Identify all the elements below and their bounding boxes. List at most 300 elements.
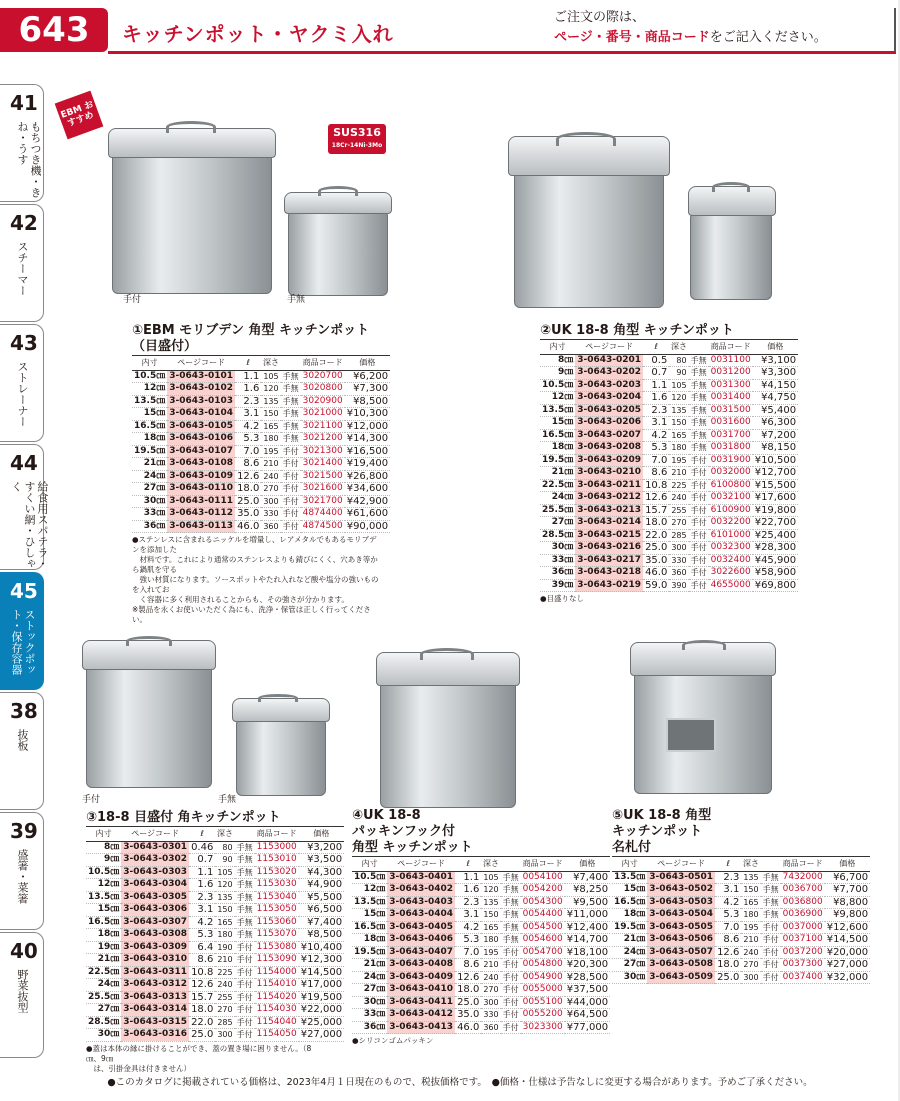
table-cell: 手無 bbox=[690, 430, 707, 440]
table-cell: 8.6 bbox=[189, 954, 215, 967]
table-cell: 12㎝ bbox=[352, 884, 387, 897]
table-row bbox=[86, 929, 344, 942]
table-cell: ¥44,000 bbox=[566, 996, 609, 1008]
table-cell: 3-0643-0403 bbox=[389, 896, 454, 907]
table-row bbox=[540, 404, 798, 417]
table-cell: 3-0643-0306 bbox=[123, 904, 188, 914]
table-cell: 9㎝ bbox=[540, 367, 575, 380]
table-cell: 3-0643-0303 bbox=[123, 866, 188, 877]
table-cell: 19㎝ bbox=[86, 941, 121, 954]
table-cell: 1.1 bbox=[189, 866, 215, 879]
table-cell: ¥12,600 bbox=[826, 921, 869, 933]
table-cell: 300 bbox=[483, 997, 499, 1007]
page-number: 643 bbox=[0, 8, 108, 52]
table-cell: 3-0643-0410 bbox=[389, 984, 454, 994]
table-cell: 255 bbox=[217, 992, 233, 1002]
column-header: 内寸 bbox=[612, 857, 647, 872]
table-cell: 12.6 bbox=[457, 971, 480, 983]
table-cell: 手付 bbox=[690, 493, 707, 502]
table-cell: 18.0 bbox=[237, 483, 260, 494]
column-header bbox=[689, 340, 709, 355]
tab-43[interactable] bbox=[0, 324, 44, 442]
table-cell: 3-0643-0209 bbox=[577, 454, 642, 465]
table-cell: 10.5㎝ bbox=[542, 379, 574, 390]
table-cell: 0036900 bbox=[782, 909, 823, 919]
table-cell: 46.0 bbox=[457, 1021, 480, 1033]
table-cell: 3-0643-0217 bbox=[577, 554, 642, 565]
table-cell: 190 bbox=[217, 942, 233, 952]
table-cell: 165 bbox=[671, 430, 687, 440]
column-header: 内寸 bbox=[352, 857, 387, 872]
column-header: 深さ bbox=[741, 857, 760, 872]
table-cell: 7.0 bbox=[455, 946, 481, 959]
table-cell: 300 bbox=[217, 1030, 233, 1039]
section-3-title: ③18-8 目盛付 角キッチンポット bbox=[86, 810, 281, 825]
table-cell: 3-0643-0504 bbox=[649, 909, 714, 919]
table-cell: 3020800 bbox=[302, 383, 343, 393]
table-cell: 7.0 bbox=[235, 445, 261, 458]
sus-label: SUS316 bbox=[333, 126, 381, 139]
table-cell: 1153090 bbox=[256, 954, 297, 964]
table-cell: 3-0643-0210 bbox=[577, 467, 642, 477]
table-cell: ¥10,500 bbox=[754, 454, 797, 466]
table-cell: 5.3 bbox=[643, 442, 669, 455]
table-cell: 300 bbox=[743, 972, 759, 982]
table-cell: 7.0 bbox=[643, 454, 669, 467]
table-cell: 30㎝ bbox=[86, 1029, 121, 1042]
table-cell: 18㎝ bbox=[612, 909, 647, 922]
table-row bbox=[86, 1016, 344, 1029]
table-cell: ¥18,100 bbox=[566, 946, 609, 958]
tab-label: 盛箸・菜箸 bbox=[16, 849, 29, 904]
table-cell: 59.0 bbox=[645, 579, 668, 591]
table-cell: 0054100 bbox=[522, 871, 563, 882]
table-cell: 21㎝ bbox=[612, 934, 647, 947]
column-header: 商品コード bbox=[781, 857, 825, 872]
table-cell: 270 bbox=[671, 518, 687, 527]
table-cell: ¥4,750 bbox=[753, 392, 798, 405]
tab-number: 44 bbox=[10, 451, 38, 475]
table-row bbox=[132, 520, 390, 533]
table-cell: ¥77,000 bbox=[566, 1021, 609, 1033]
table-row bbox=[352, 946, 610, 959]
order-notice bbox=[546, 8, 896, 52]
section-4 bbox=[352, 808, 609, 1046]
table-cell: 12.6 bbox=[237, 470, 260, 482]
table-row bbox=[132, 458, 390, 471]
column-header: ページコード bbox=[167, 356, 235, 371]
column-header: 価格 bbox=[299, 827, 344, 842]
table-cell: 135 bbox=[671, 405, 687, 415]
table-cell: 240 bbox=[263, 471, 279, 481]
sus316-badge bbox=[328, 124, 386, 154]
table-cell: 3-0643-0218 bbox=[577, 567, 642, 577]
tab-44[interactable] bbox=[0, 444, 49, 570]
table-cell: 手付 bbox=[236, 980, 253, 989]
tab-label: スチーマー bbox=[16, 241, 29, 296]
table-cell: 25.0 bbox=[191, 1029, 214, 1040]
table-cell: 22.0 bbox=[191, 1016, 214, 1028]
table-cell: 210 bbox=[263, 459, 279, 468]
table-row bbox=[540, 467, 798, 480]
section-2-note: ●目盛りなし bbox=[540, 594, 585, 603]
table-cell: 手付 bbox=[690, 580, 707, 590]
table-cell: 手無 bbox=[282, 371, 299, 381]
section-4-title: ④UK 18-8 パッキンフック付 角型 キッチンポット bbox=[352, 808, 473, 855]
tab-number: 40 bbox=[10, 939, 38, 963]
table-row bbox=[540, 417, 798, 430]
table-cell: 3-0643-0505 bbox=[649, 921, 714, 932]
table-cell: 手付 bbox=[282, 521, 299, 531]
column-header: ℓ bbox=[455, 857, 481, 872]
table-cell: 90 bbox=[669, 367, 688, 380]
name-tag-holder bbox=[666, 718, 716, 752]
table-cell: ¥14,700 bbox=[566, 934, 609, 945]
table-cell: 30㎝ bbox=[352, 996, 387, 1009]
column-header: 内寸 bbox=[86, 827, 121, 842]
table-row bbox=[86, 841, 344, 854]
table-row bbox=[612, 959, 870, 972]
table-cell: 150 bbox=[263, 409, 279, 418]
table-cell: 0036800 bbox=[782, 896, 823, 907]
section-5-title: ⑤UK 18-8 角型 キッチンポット 名札付 bbox=[612, 808, 712, 855]
tab-41[interactable] bbox=[0, 84, 44, 202]
table-cell: 手無 bbox=[690, 380, 707, 390]
tab-39[interactable] bbox=[0, 812, 44, 930]
table-row bbox=[352, 996, 610, 1009]
table-5 bbox=[612, 856, 870, 984]
table-cell: 0031100 bbox=[710, 354, 751, 365]
table-row bbox=[540, 354, 798, 367]
table-cell: 手付 bbox=[502, 1022, 519, 1032]
table-row bbox=[352, 871, 610, 884]
table-cell: 3.1 bbox=[189, 904, 215, 917]
table-cell: 3-0643-0206 bbox=[577, 417, 642, 427]
table-cell: 6.4 bbox=[189, 941, 215, 954]
tab-number: 45 bbox=[10, 579, 38, 603]
table-row bbox=[540, 542, 798, 555]
table-cell: 180 bbox=[483, 935, 499, 944]
table-cell: 15㎝ bbox=[352, 909, 387, 922]
table-cell: 300 bbox=[671, 543, 687, 552]
table-cell: 手無 bbox=[236, 917, 253, 927]
table-cell: 12㎝ bbox=[86, 879, 121, 892]
table-cell: 165 bbox=[263, 421, 279, 431]
table-cell: ¥45,900 bbox=[754, 554, 797, 566]
column-header: ℓ bbox=[643, 340, 669, 355]
table-cell: 8㎝ bbox=[540, 354, 575, 367]
table-cell: 1154040 bbox=[256, 1016, 297, 1027]
table-cell: 手無 bbox=[236, 880, 253, 889]
table-4 bbox=[352, 856, 610, 1034]
table-cell: 0037000 bbox=[782, 921, 823, 932]
table-cell: 0054600 bbox=[522, 934, 563, 944]
section-2 bbox=[540, 323, 797, 604]
table-cell: ¥7,300 bbox=[345, 383, 390, 396]
table-cell: 1154050 bbox=[256, 1029, 297, 1039]
column-header: ページコード bbox=[575, 340, 643, 355]
table-cell: 1.6 bbox=[455, 884, 481, 897]
column-header: ページコード bbox=[121, 827, 189, 842]
table-cell: 3-0643-0311 bbox=[123, 966, 188, 977]
table-cell: 21㎝ bbox=[540, 467, 575, 480]
table-cell: 3-0643-0509 bbox=[649, 971, 714, 982]
table-cell: ¥8,500 bbox=[345, 395, 390, 408]
table-row bbox=[132, 495, 390, 508]
table-cell: 3-0643-0101 bbox=[169, 370, 234, 381]
table-cell: 240 bbox=[743, 947, 759, 957]
table-cell: 手付 bbox=[690, 455, 707, 465]
table-cell: ¥17,600 bbox=[754, 492, 797, 503]
table-cell: 3-0643-0404 bbox=[389, 909, 454, 919]
table-cell: 3-0643-0207 bbox=[577, 429, 642, 440]
table-cell: 3-0643-0108 bbox=[169, 458, 234, 468]
table-cell: 0037100 bbox=[782, 934, 823, 944]
table-cell: 3-0643-0215 bbox=[577, 529, 642, 540]
table-cell: 手付 bbox=[502, 1010, 519, 1019]
table-cell: 33㎝ bbox=[352, 1009, 387, 1022]
table-header-row bbox=[132, 356, 390, 371]
table-cell: 手無 bbox=[690, 368, 707, 377]
table-cell: 0.7 bbox=[189, 854, 215, 867]
table-cell: 0055200 bbox=[522, 1009, 563, 1019]
section-1-title: ①EBM モリブデン 角型 キッチンポット （目盛付） bbox=[132, 323, 370, 354]
table-cell: 0054900 bbox=[522, 971, 563, 982]
table-cell: 12.6 bbox=[717, 946, 740, 958]
table-cell: 3.1 bbox=[235, 408, 261, 421]
table-cell: 0032200 bbox=[710, 517, 751, 527]
table-cell: 手付 bbox=[282, 459, 299, 468]
table-cell: ¥8,250 bbox=[565, 884, 610, 897]
table-cell: 手無 bbox=[502, 872, 519, 882]
table-row bbox=[540, 529, 798, 542]
table-row bbox=[132, 370, 390, 383]
table-cell: ¥6,300 bbox=[753, 417, 798, 430]
table-cell: 3-0643-0411 bbox=[389, 996, 454, 1007]
table-cell: 0054800 bbox=[522, 959, 563, 969]
table-cell: 24㎝ bbox=[86, 979, 121, 992]
table-cell: ¥15,500 bbox=[754, 479, 797, 491]
table-cell: 27㎝ bbox=[86, 1004, 121, 1017]
table-row bbox=[86, 904, 344, 917]
table-cell: 210 bbox=[217, 955, 233, 964]
table-cell: 330 bbox=[483, 1010, 499, 1019]
table-cell: 3021200 bbox=[302, 433, 343, 443]
tab-40[interactable] bbox=[0, 932, 44, 1058]
table-cell: 150 bbox=[217, 905, 233, 914]
table-cell: 4.2 bbox=[235, 420, 261, 433]
table-cell: 90 bbox=[215, 854, 234, 867]
table-cell: 手付 bbox=[236, 942, 253, 952]
table-cell: 手付 bbox=[502, 947, 519, 957]
table-cell: 0037200 bbox=[782, 946, 823, 957]
table-cell: 36㎝ bbox=[352, 1021, 387, 1034]
image-label-nohandle: 手無 bbox=[287, 295, 306, 305]
table-cell: 3-0643-0301 bbox=[123, 841, 188, 852]
table-cell: 3-0643-0412 bbox=[389, 1009, 454, 1019]
table-cell: 28.5㎝ bbox=[88, 1016, 120, 1027]
table-cell: 手付 bbox=[282, 471, 299, 481]
table-row bbox=[612, 871, 870, 884]
table-cell: 0054500 bbox=[522, 921, 563, 932]
table-cell: 18.0 bbox=[645, 517, 668, 528]
image-label-nohandle-3: 手無 bbox=[218, 795, 237, 805]
table-cell: 0055000 bbox=[522, 984, 563, 994]
table-cell: 3020900 bbox=[302, 395, 343, 406]
table-cell: 16.5㎝ bbox=[88, 916, 120, 927]
table-cell: 0032300 bbox=[710, 542, 751, 552]
table-cell: 210 bbox=[743, 935, 759, 944]
table-row bbox=[352, 896, 610, 909]
table-cell: ¥11,000 bbox=[566, 909, 609, 920]
table-cell: 285 bbox=[671, 530, 687, 540]
table-cell: 0054200 bbox=[522, 884, 563, 894]
notice-red: ページ・番号・商品コード bbox=[554, 30, 710, 45]
table-row bbox=[612, 921, 870, 934]
table-cell: 35.0 bbox=[457, 1009, 480, 1020]
table-row bbox=[86, 966, 344, 979]
table-cell: 240 bbox=[671, 493, 687, 502]
column-header: ページコード bbox=[387, 857, 455, 872]
table-cell: 0032400 bbox=[710, 554, 751, 565]
column-header: 内寸 bbox=[540, 340, 575, 355]
table-row bbox=[132, 383, 390, 396]
table-cell: 手付 bbox=[762, 947, 779, 957]
table-cell: 240 bbox=[217, 980, 233, 989]
table-cell: 10.5㎝ bbox=[88, 866, 120, 877]
notice-text-2: をご記入ください。 bbox=[709, 30, 827, 45]
table-cell: 255 bbox=[671, 505, 687, 515]
table-cell: ¥34,600 bbox=[346, 483, 389, 494]
table-cell: 3023300 bbox=[522, 1021, 563, 1032]
column-header: 内寸 bbox=[132, 356, 167, 371]
tab-label: もちつき機・きね・うす bbox=[16, 121, 42, 198]
table-cell: 24㎝ bbox=[612, 946, 647, 959]
table-row bbox=[352, 934, 610, 947]
table-cell: 22.5㎝ bbox=[88, 966, 120, 977]
tab-number: 42 bbox=[10, 211, 38, 235]
table-cell: 105 bbox=[217, 867, 233, 877]
table-cell: 225 bbox=[217, 967, 233, 977]
table-cell: 手無 bbox=[762, 897, 779, 907]
table-cell: 3-0643-0401 bbox=[389, 871, 454, 882]
table-cell: 35.0 bbox=[237, 508, 260, 519]
table-row bbox=[86, 891, 344, 904]
table-cell: 手無 bbox=[282, 409, 299, 418]
table-cell: 21㎝ bbox=[132, 458, 167, 471]
table-cell: 2.3 bbox=[643, 404, 669, 417]
table-row bbox=[86, 954, 344, 967]
tab-label: ストレーナー bbox=[16, 361, 29, 427]
table-cell: 270 bbox=[263, 484, 279, 493]
table-cell: 46.0 bbox=[645, 567, 668, 578]
table-cell: ¥22,700 bbox=[754, 517, 797, 528]
table-row bbox=[86, 979, 344, 992]
table-cell: 12.6 bbox=[191, 979, 214, 990]
table-cell: 手付 bbox=[282, 446, 299, 456]
table-cell: ¥7,400 bbox=[565, 871, 610, 884]
table-cell: 3-0643-0309 bbox=[123, 941, 188, 952]
table-cell: ¥12,300 bbox=[300, 954, 343, 965]
table-row bbox=[352, 1009, 610, 1022]
table-cell: 手付 bbox=[762, 935, 779, 944]
table-row bbox=[132, 420, 390, 433]
table-cell: 3-0643-0313 bbox=[123, 991, 188, 1002]
table-cell: 1154000 bbox=[256, 966, 297, 977]
table-row bbox=[132, 408, 390, 421]
table-cell: 0054400 bbox=[522, 909, 563, 919]
table-cell: 3-0643-0502 bbox=[649, 884, 714, 894]
table-cell: ¥25,000 bbox=[300, 1016, 343, 1028]
tab-45[interactable] bbox=[0, 572, 44, 690]
table-cell: 3021300 bbox=[302, 445, 343, 456]
table-cell: 手無 bbox=[502, 922, 519, 932]
table-cell: 3-0643-0208 bbox=[577, 442, 642, 452]
table-cell: 3022600 bbox=[710, 567, 751, 577]
table-row bbox=[132, 445, 390, 458]
table-cell: 1153050 bbox=[256, 904, 297, 914]
table-cell: 3020700 bbox=[302, 370, 343, 381]
table-cell: 36㎝ bbox=[540, 567, 575, 580]
table-cell: 手無 bbox=[236, 867, 253, 877]
table-row bbox=[132, 433, 390, 446]
table-cell: 15㎝ bbox=[86, 904, 121, 917]
table-cell: 0037300 bbox=[782, 959, 823, 969]
tab-label: 野菜抜型 bbox=[16, 969, 29, 1013]
table-cell: ¥7,200 bbox=[753, 429, 798, 442]
table-cell: ¥14,500 bbox=[300, 966, 343, 978]
table-cell: ¥3,200 bbox=[299, 841, 344, 854]
column-header bbox=[761, 857, 781, 872]
table-cell: 3-0643-0109 bbox=[169, 470, 234, 481]
table-cell: 270 bbox=[483, 985, 499, 994]
table-cell: 手付 bbox=[502, 985, 519, 994]
table-row bbox=[540, 554, 798, 567]
table-cell: 3-0643-0408 bbox=[389, 959, 454, 969]
table-cell: 手付 bbox=[502, 972, 519, 982]
table-cell: 3-0643-0308 bbox=[123, 929, 188, 939]
table-cell: 3.1 bbox=[455, 909, 481, 922]
table-cell: 30㎝ bbox=[132, 495, 167, 508]
table-cell: ¥12,400 bbox=[566, 921, 609, 933]
table-cell: 4.2 bbox=[715, 896, 741, 909]
table-row bbox=[132, 508, 390, 521]
column-header bbox=[501, 857, 521, 872]
table-cell: 5.3 bbox=[715, 909, 741, 922]
table-cell: ¥19,500 bbox=[300, 991, 343, 1003]
table-cell: 12㎝ bbox=[132, 383, 167, 396]
table-cell: 35.0 bbox=[645, 554, 668, 566]
table-row bbox=[540, 579, 798, 592]
column-header: ℓ bbox=[189, 827, 215, 842]
table-cell: 手付 bbox=[690, 555, 707, 565]
tab-38[interactable] bbox=[0, 692, 44, 810]
page-title: キッチンポット・ヤクミ入れ bbox=[122, 22, 394, 46]
footer-note: ●このカタログに掲載されている価格は、2023年4月１日現在のもので、税抜価格です。 ●価格・仕様は予告なしに変更する場合があります。予めご了承ください。 bbox=[107, 1077, 813, 1088]
table-cell: ¥14,500 bbox=[826, 934, 869, 945]
column-header: 商品コード bbox=[255, 827, 299, 842]
table-cell: 3-0643-0111 bbox=[169, 495, 234, 506]
table-cell: 19.5㎝ bbox=[134, 445, 166, 456]
table-cell: 10.5㎝ bbox=[354, 871, 386, 882]
tab-42[interactable] bbox=[0, 204, 44, 322]
table-cell: 3-0643-0501 bbox=[649, 871, 714, 882]
table-cell: 手付 bbox=[690, 530, 707, 540]
ebm-recommend-badge: EBM おすすめ bbox=[55, 91, 104, 140]
table-cell: 120 bbox=[671, 393, 687, 402]
table-cell: 3-0643-0213 bbox=[577, 504, 642, 515]
table-3 bbox=[86, 826, 344, 1042]
